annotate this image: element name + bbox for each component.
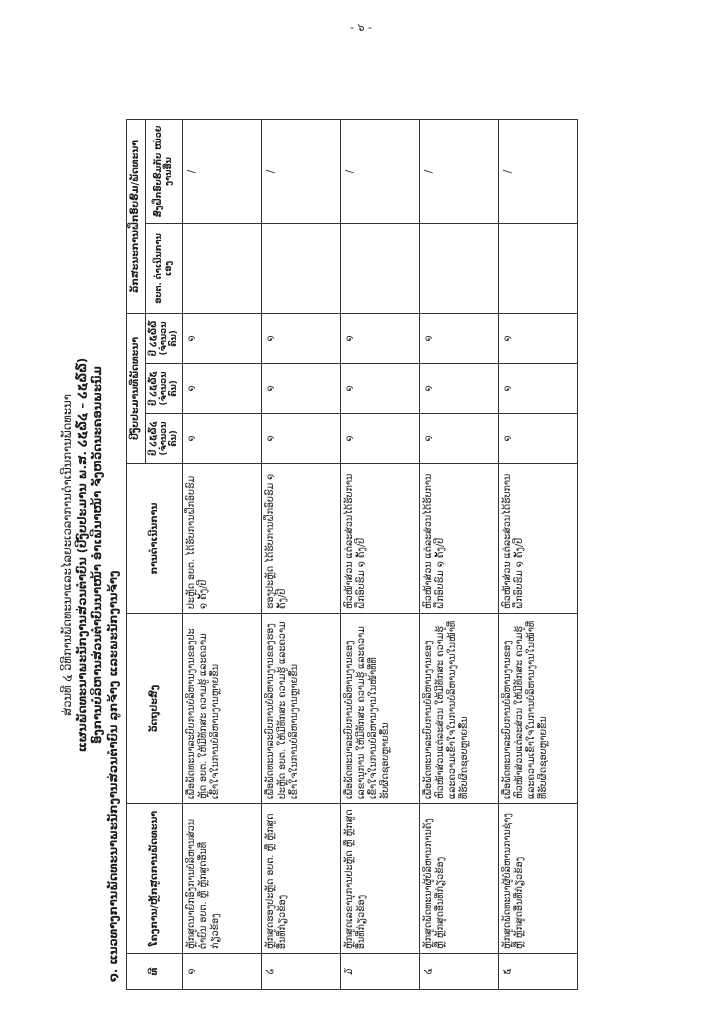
row-no: ໒ bbox=[262, 954, 341, 990]
table-row bbox=[262, 119, 341, 989]
row-objective: ເພື່ອພັດທະນາລະບົບການບໍລິຫານງານຂອງເລຂານຸການ ໃຫ້ມີທັກສະ ຄວາມຮູ້ ແລະຄວາມເຂົ້າໃຈໃນການບໍລິຫານງານໃນໜ້າທີ່ທີ່ຮັບຜິດຊອບຫຼາຍຂຶ້ນ bbox=[341, 614, 420, 804]
row-method: ຫົວໜ້າສ່ວນ ແຕ່ລະສ່ວນໄດ້ຮັບການຝຶກອົບຮົມ ໑ ຄັ້ງ/ປີ bbox=[499, 464, 578, 614]
rotated-page-content bbox=[60, 120, 660, 990]
row-year-3: ໑ bbox=[183, 313, 262, 363]
check-mark: / bbox=[185, 169, 198, 174]
row-type-agency bbox=[262, 119, 341, 223]
check-mark: / bbox=[422, 169, 435, 174]
page-number: - ๖ - bbox=[350, 21, 372, 34]
row-type-self bbox=[420, 223, 499, 313]
table-row bbox=[341, 119, 420, 989]
row-year-1: ໑ bbox=[420, 414, 499, 464]
col-no: ທີ bbox=[127, 954, 183, 990]
row-year-3: ໑ bbox=[420, 313, 499, 363]
row-type-self bbox=[499, 223, 578, 313]
row-type-agency bbox=[499, 119, 578, 223]
row-no: ໑ bbox=[183, 954, 262, 990]
check-mark: / bbox=[264, 169, 277, 174]
header-line-3: ອົງການບໍລິຫານສ່ວນຕຳບົນນາໜ້າ ອຳເພີນາໜ້າ ຈັງຫວັດນະຄອນພະນົມ bbox=[90, 365, 104, 745]
row-type-self bbox=[183, 223, 262, 313]
row-year-1: ໑ bbox=[262, 414, 341, 464]
col-year-1: ປີ ໒໕໖໔ (ຈຳນວນ ຄົນ) bbox=[146, 414, 183, 464]
col-project: ໂຄງການ/ຫຼັກສູດການພັດທະນາ bbox=[127, 804, 183, 954]
check-mark: / bbox=[501, 169, 514, 174]
row-year-3: ໑ bbox=[262, 313, 341, 363]
row-type-self bbox=[341, 223, 420, 313]
row-no: ໔ bbox=[420, 954, 499, 990]
col-budget-group: ປີງົບປະມານທີ່ພັດທະນາ bbox=[127, 313, 146, 463]
row-year-2: ໑ bbox=[341, 364, 420, 414]
row-no: ໕ bbox=[499, 954, 578, 990]
row-project: ຫຼັກສູດພັດທະນາຜູ້ບໍລິຫານການຊ່າງ ຫຼື ຫຼັກສູດອື່ນທີ່ກ່ຽວຂ້ອງ bbox=[499, 804, 578, 954]
row-objective: ເພື່ອພັດທະນາລະບົບການບໍລິຫານງານຂອງຮອງປະຫຼັດ ອບຕ. ໃຫ້ມີທັກສະ ຄວາມຮູ້ ແລະຄວາມເຂົ້າໃຈໃນການບໍລິຫານງານຫຼາຍຂຶ້ນ bbox=[262, 614, 341, 804]
row-year-2: ໑ bbox=[420, 364, 499, 414]
row-type-agency bbox=[420, 119, 499, 223]
check-mark: / bbox=[343, 169, 356, 174]
row-year-1: ໑ bbox=[499, 414, 578, 464]
col-type-self: ອບຕ. ດຳເນີນການເອງ bbox=[146, 223, 183, 313]
row-project: ຫຼັກສູດເລຂານຸການປະຫຼັດ ຫຼື ຫຼັກສູດອື່ນທີ່ກ່ຽວຂ້ອງ bbox=[341, 804, 420, 954]
col-type-group: ລັກສະນະການຝຶກອົບຮົມ/ພັດທະນາ bbox=[127, 119, 146, 313]
row-method: ຫົວໜ້າສ່ວນ ແຕ່ລະສ່ວນໄດ້ຮັບການຝຶກອົບຮົມ ໑ ຄັ້ງ/ປີ bbox=[341, 464, 420, 614]
row-type-agency bbox=[183, 119, 262, 223]
row-project: ຫຼັກສູດນາຍົກອົງການບໍລິຫານສ່ວນຕຳບົນ ອບຕ. ຫຼື ຫຼັກສູດອື່ນທີ່ກ່ຽວຂ້ອງ bbox=[183, 804, 262, 954]
col-year-2: ປີ ໒໕໖໕ (ຈຳນວນ ຄົນ) bbox=[146, 364, 183, 414]
row-year-2: ໑ bbox=[499, 364, 578, 414]
row-year-2: ໑ bbox=[183, 364, 262, 414]
row-year-3: ໑ bbox=[341, 313, 420, 363]
row-year-3: ໑ bbox=[499, 313, 578, 363]
col-method: ການດຳເນີນການ bbox=[127, 464, 183, 614]
row-objective: ເພື່ອພັດທະນາລະບົບການບໍລິຫານງານຂອງຫົວໜ້າສ່ວນແຕ່ລະສ່ວນ ໃຫ້ມີທັກສະ ຄວາມຮູ້ ແລະຄວາມເຂົ້າໃຈໃນການບໍລິຫານງານໃນໜ້າທີ່ທີ່ຮັບຜິດຊອບຫຼາຍຂຶ້ນ bbox=[499, 614, 578, 804]
col-year-3: ປີ ໒໕໖໖ (ຈຳນວນ ຄົນ) bbox=[146, 313, 183, 363]
row-project: ຫຼັກສູດຮອງປະຫຼັດ ອບຕ. ຫຼື ຫຼັກສູດອື່ນທີ່ກ່ຽວຂ້ອງ bbox=[262, 804, 341, 954]
row-project: ຫຼັກສູດພັດທະນາຜູ້ບໍລິຫານການຄັງ ຫຼື ຫຼັກສູດອື່ນທີ່ກ່ຽວຂ້ອງ bbox=[420, 804, 499, 954]
table-row bbox=[183, 119, 262, 989]
row-no: ໓ bbox=[341, 954, 420, 990]
header-line-2: ແຜນພັດທະນາພະນັກງານສ່ວນຕຳບົນ (ປີງົບປະມານ ພ.ສ. ໒໕໖໔ – ໒໕໖໖) bbox=[75, 357, 89, 753]
row-year-2: ໑ bbox=[262, 364, 341, 414]
row-type-self bbox=[262, 223, 341, 313]
row-method: ຮອງປະຫຼັດ ໄດ້ຮັບການຝຶກອົບຮົມ ໑ ຄັ້ງ/ປີ bbox=[262, 464, 341, 614]
col-objective: ວັດຖຸປະສົງ bbox=[127, 614, 183, 804]
table-row bbox=[420, 119, 499, 989]
development-plan-table bbox=[126, 119, 578, 990]
row-year-1: ໑ bbox=[341, 414, 420, 464]
col-type-agency: ສົ່ງຝຶກອົບຮົມກັບ ໜ່ວຍງານອື່ນ bbox=[146, 119, 183, 223]
header-line-1: ສ່ວນທີ ໔ ວິທີການພັດທະນາແລະໄລຍະເວລາການດຳເນີນການພັດທະນາ bbox=[60, 394, 74, 716]
row-objective: ເພື່ອພັດທະນາລະບົບການບໍລິຫານງານຂອງປະຫຼັດ ອບຕ. ໃຫ້ມີທັກສະ ຄວາມຮູ້ ແລະຄວາມເຂົ້າໃຈໃນການບໍລິຫານງານຫຼາຍຂຶ້ນ bbox=[183, 614, 262, 804]
row-method: ປະຫຼັດ ອບຕ. ໄດ້ຮັບການຝຶກອົບຮົມ ໑ ຄັ້ງ/ປີ bbox=[183, 464, 262, 614]
row-year-1: ໑ bbox=[183, 414, 262, 464]
row-objective: ເພື່ອພັດທະນາລະບົບການບໍລິຫານງານຂອງຫົວໜ້າສ່ວນແຕ່ລະສ່ວນ ໃຫ້ມີທັກສະ ຄວາມຮູ້ ແລະຄວາມເຂົ້າໃຈໃນການບໍລິຫານງານໃນໜ້າທີ່ທີ່ຮັບຜິດຊອບຫຼາຍຂຶ້ນ bbox=[420, 614, 499, 804]
section-title: ໑. ແນວທາງການພັດທະນາພະນັກງານສ່ວນຕຳບົນ ລູກຈ້າງ ແລະພະນັກງານຈ້າງ bbox=[106, 570, 120, 982]
row-method: ຫົວໜ້າສ່ວນ ແຕ່ລະສ່ວນໄດ້ຮັບການຝຶກອົບຮົມ ໑ ຄັ້ງ/ປີ bbox=[420, 464, 499, 614]
document-header bbox=[60, 120, 105, 990]
table-row bbox=[499, 119, 578, 989]
row-type-agency bbox=[341, 119, 420, 223]
